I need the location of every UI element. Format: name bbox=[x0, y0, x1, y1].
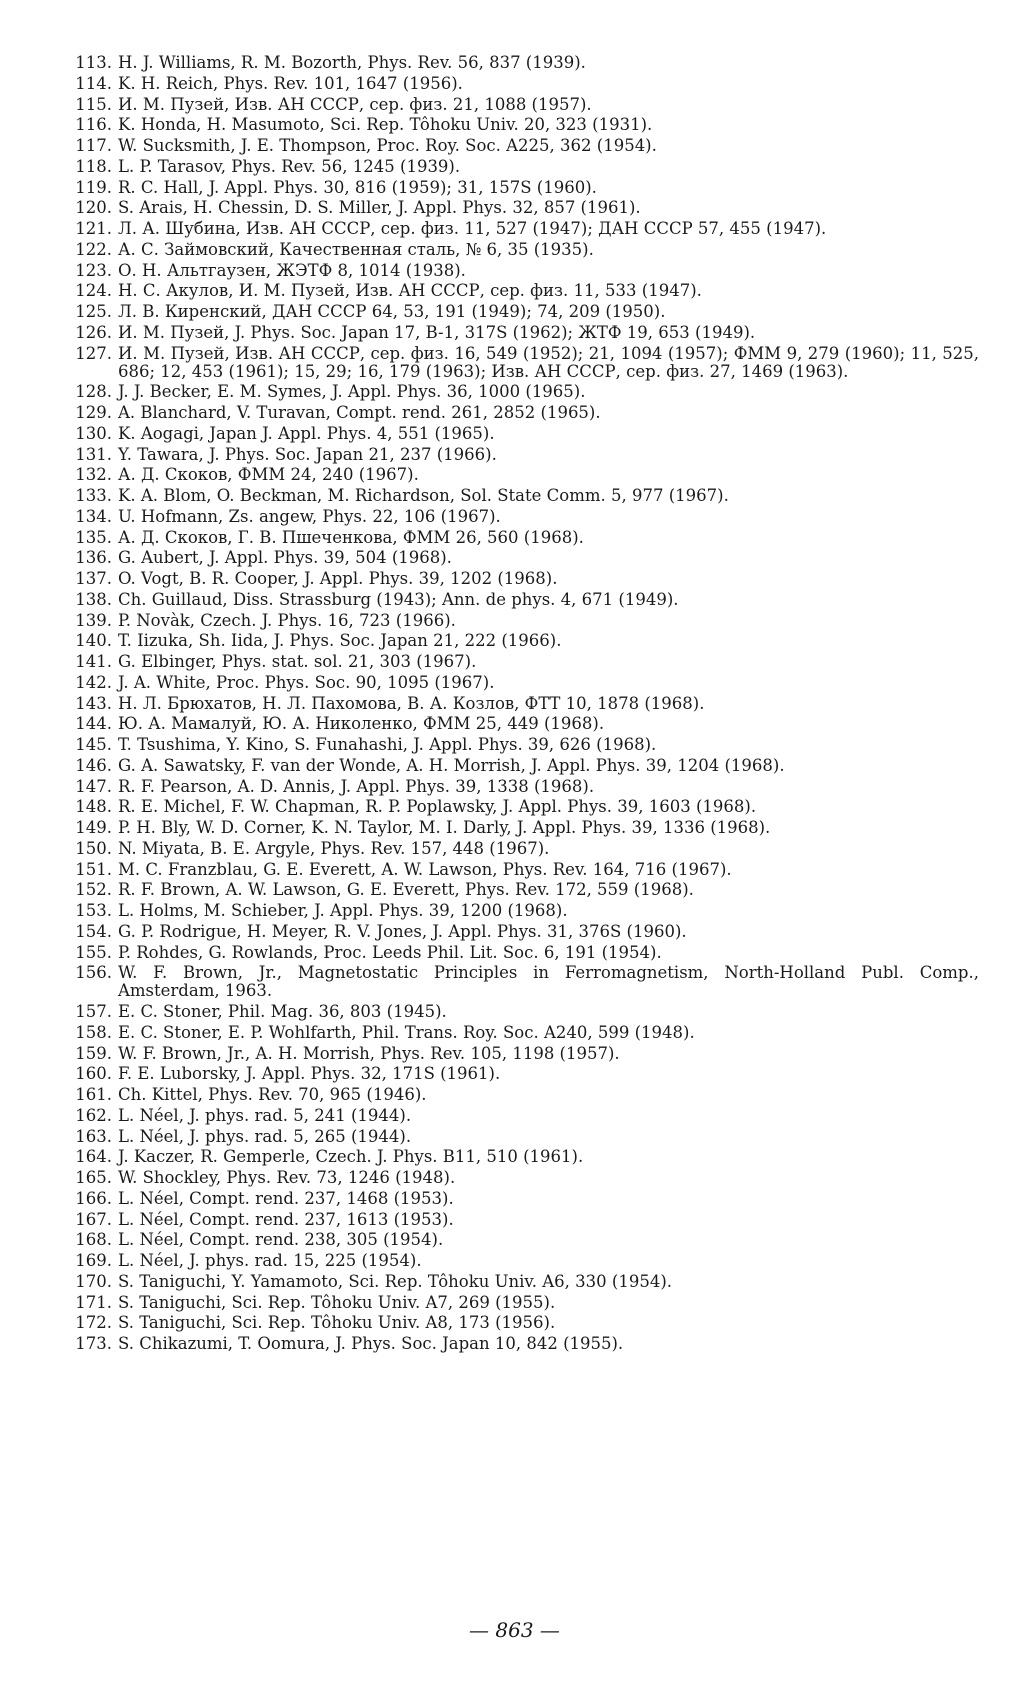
reference-text: S. Chikazumi, T. Oomura, J. Phys. Soc. Japan 10, 842 (1955). bbox=[118, 1334, 624, 1353]
reference-number: 167. bbox=[75, 1209, 112, 1229]
reference-number: 164. bbox=[75, 1147, 112, 1167]
reference-item bbox=[58, 199, 979, 217]
reference-item bbox=[58, 54, 979, 72]
reference-number: 163. bbox=[75, 1126, 112, 1146]
reference-number: 137. bbox=[75, 569, 112, 588]
reference-item bbox=[58, 487, 979, 505]
reference-text: H. J. Williams, R. M. Bozorth, Phys. Rev. 56, 837 (1939). bbox=[118, 53, 586, 72]
reference-item bbox=[58, 819, 979, 837]
reference-number: 141. bbox=[75, 652, 112, 671]
reference-text: И. М. Пузей, J. Phys. Soc. Japan 17, B-1, 317S (1962); ЖТФ 19, 653 (1949). bbox=[118, 322, 756, 342]
reference-text: E. C. Stoner, E. P. Wohlfarth, Phil. Trans. Roy. Soc. A240, 599 (1948). bbox=[118, 1022, 695, 1042]
reference-item bbox=[58, 1314, 979, 1332]
reference-item bbox=[58, 1335, 979, 1353]
reference-text: P. Rohdes, G. Rowlands, Proc. Leeds Phil. Lit. Soc. 6, 191 (1954). bbox=[118, 942, 662, 962]
reference-text: Л. В. Киренский, ДАН СССР 64, 53, 191 (1949); 74, 209 (1950). bbox=[118, 302, 666, 321]
reference-number: 142. bbox=[75, 672, 112, 692]
reference-number: 125. bbox=[75, 302, 112, 321]
reference-text: L. Néel, Compt. rend. 237, 1468 (1953). bbox=[118, 1188, 454, 1208]
reference-text: R. F. Brown, A. W. Lawson, G. E. Everett, Phys. Rev. 172, 559 (1968). bbox=[118, 880, 694, 900]
reference-item bbox=[58, 591, 979, 609]
reference-text: L. Néel, Compt. rend. 237, 1613 (1953). bbox=[118, 1209, 454, 1229]
reference-number: 151. bbox=[75, 859, 112, 879]
reference-number: 148. bbox=[75, 797, 112, 817]
reference-item bbox=[58, 324, 979, 342]
reference-text: P. H. Bly, W. D. Corner, K. N. Taylor, M. I. Darly, J. Appl. Phys. 39, 1336 (1968). bbox=[118, 818, 771, 837]
reference-text: G. P. Rodrigue, H. Meyer, R. V. Jones, J. Appl. Phys. 31, 376S (1960). bbox=[118, 921, 687, 941]
reference-text: Ch. Kittel, Phys. Rev. 70, 965 (1946). bbox=[118, 1085, 427, 1104]
reference-item bbox=[58, 425, 979, 443]
reference-number: 147. bbox=[75, 776, 112, 796]
reference-number: 154. bbox=[75, 921, 112, 941]
reference-text: G. A. Sawatsky, F. van der Wonde, A. H. Morrish, J. Appl. Phys. 39, 1204 (1968). bbox=[118, 755, 785, 775]
reference-number: 143. bbox=[75, 693, 112, 713]
reference-item bbox=[58, 1211, 979, 1229]
reference-number: 152. bbox=[75, 880, 112, 900]
reference-number: 157. bbox=[75, 1002, 112, 1021]
reference-item bbox=[58, 902, 979, 920]
reference-text: L. P. Tarasov, Phys. Rev. 56, 1245 (1939). bbox=[118, 156, 461, 176]
reference-item bbox=[58, 383, 979, 401]
reference-item bbox=[58, 158, 979, 176]
reference-number: 172. bbox=[75, 1313, 112, 1333]
reference-number: 169. bbox=[75, 1251, 112, 1270]
reference-text: Н. С. Акулов, И. М. Пузей, Изв. АН СССР, сер. физ. 11, 533 (1947). bbox=[118, 281, 702, 301]
reference-number: 117. bbox=[75, 136, 112, 155]
reference-item bbox=[58, 861, 979, 879]
reference-item bbox=[58, 1024, 979, 1042]
reference-text: О. Н. Альтгаузен, ЖЭТФ 8, 1014 (1938). bbox=[118, 260, 466, 280]
reference-item bbox=[58, 653, 979, 671]
reference-number: 153. bbox=[75, 901, 112, 920]
reference-number: 166. bbox=[75, 1188, 112, 1208]
reference-number: 128. bbox=[75, 382, 112, 402]
reference-number: 155. bbox=[75, 942, 112, 962]
reference-item bbox=[58, 944, 979, 962]
reference-item bbox=[58, 778, 979, 796]
reference-list bbox=[58, 54, 979, 1353]
reference-item bbox=[58, 840, 979, 858]
reference-number: 138. bbox=[75, 589, 112, 609]
reference-item bbox=[58, 179, 979, 197]
reference-number: 135. bbox=[75, 527, 112, 547]
reference-text: J. J. Becker, E. M. Symes, J. Appl. Phys. 36, 1000 (1965). bbox=[118, 382, 586, 402]
reference-item bbox=[58, 96, 979, 114]
reference-number: 130. bbox=[75, 423, 112, 443]
reference-number: 145. bbox=[75, 735, 112, 754]
reference-text: U. Hofmann, Zs. angew, Phys. 22, 106 (1967). bbox=[118, 506, 501, 526]
reference-item bbox=[58, 1231, 979, 1249]
reference-item bbox=[58, 549, 979, 567]
reference-text: A. Blanchard, V. Turavan, Compt. rend. 261, 2852 (1965). bbox=[118, 403, 601, 422]
reference-item bbox=[58, 241, 979, 259]
page-number: — 863 — bbox=[469, 1618, 560, 1642]
reference-number: 150. bbox=[75, 838, 112, 858]
reference-number: 140. bbox=[75, 631, 112, 651]
reference-text: E. C. Stoner, Phil. Mag. 36, 803 (1945). bbox=[118, 1002, 447, 1021]
reference-text: R. C. Hall, J. Appl. Phys. 30, 816 (1959); 31, 157S (1960). bbox=[118, 177, 597, 197]
reference-item bbox=[58, 757, 979, 775]
reference-number: 129. bbox=[75, 403, 112, 422]
reference-number: 156. bbox=[75, 963, 112, 983]
reference-number: 165. bbox=[75, 1168, 112, 1187]
reference-number: 168. bbox=[75, 1230, 112, 1250]
reference-text: И. М. Пузей, Изв. АН СССР, сер. физ. 21, 1088 (1957). bbox=[118, 94, 592, 114]
reference-text: T. Iizuka, Sh. Iida, J. Phys. Soc. Japan 21, 222 (1966). bbox=[118, 631, 562, 651]
reference-text: G. Aubert, J. Appl. Phys. 39, 504 (1968). bbox=[118, 548, 452, 568]
reference-text: S. Taniguchi, Y. Yamamoto, Sci. Rep. Tôhoku Univ. A6, 330 (1954). bbox=[118, 1271, 673, 1291]
reference-text: L. Néel, J. phys. rad. 15, 225 (1954). bbox=[118, 1251, 422, 1270]
reference-item bbox=[58, 964, 979, 1000]
reference-item bbox=[58, 1273, 979, 1291]
reference-number: 173. bbox=[75, 1334, 112, 1353]
reference-text: А. Д. Скоков, Г. В. Пшеченкова, ФММ 26, 560 (1968). bbox=[118, 527, 584, 547]
reference-item bbox=[58, 116, 979, 134]
reference-number: 162. bbox=[75, 1105, 112, 1125]
reference-item bbox=[58, 1294, 979, 1312]
reference-number: 170. bbox=[75, 1271, 112, 1291]
reference-text: G. Elbinger, Phys. stat. sol. 21, 303 (1967). bbox=[118, 652, 477, 671]
reference-item bbox=[58, 612, 979, 630]
reference-number: 139. bbox=[75, 610, 112, 630]
reference-number: 123. bbox=[75, 260, 112, 280]
reference-number: 122. bbox=[75, 239, 112, 259]
reference-item bbox=[58, 262, 979, 280]
reference-number: 121. bbox=[75, 219, 112, 238]
reference-number: 120. bbox=[75, 198, 112, 218]
reference-item bbox=[58, 1086, 979, 1104]
reference-item bbox=[58, 570, 979, 588]
reference-item bbox=[58, 881, 979, 899]
reference-text: N. Miyata, B. E. Argyle, Phys. Rev. 157, 448 (1967). bbox=[118, 838, 550, 858]
reference-number: 131. bbox=[75, 444, 112, 464]
reference-item bbox=[58, 446, 979, 464]
reference-text: K. A. Blom, O. Beckman, M. Richardson, Sol. State Comm. 5, 977 (1967). bbox=[118, 486, 729, 505]
reference-item bbox=[58, 1107, 979, 1125]
reference-text: L. Néel, J. phys. rad. 5, 265 (1944). bbox=[118, 1126, 412, 1146]
reference-text: Y. Tawara, J. Phys. Soc. Japan 21, 237 (1966). bbox=[118, 444, 497, 464]
reference-text: А. Д. Скоков, ФММ 24, 240 (1967). bbox=[118, 465, 419, 485]
reference-item bbox=[58, 1065, 979, 1083]
reference-number: 149. bbox=[75, 818, 112, 837]
reference-number: 127. bbox=[75, 343, 112, 363]
reference-number: 133. bbox=[75, 486, 112, 505]
reference-item bbox=[58, 632, 979, 650]
reference-text: И. М. Пузей, Изв. АН СССР, сер. физ. 16, 549 (1952); 21, 1094 (1957); ФММ 9, 279 (1960); 11, 525, 686; 12, 453 (1961); 15, 29; 16, 179 (1963); Изв. АН СССР, сер. физ. 27, 1469 (1963). bbox=[118, 343, 979, 381]
reference-text: R. E. Michel, F. W. Chapman, R. P. Poplawsky, J. Appl. Phys. 39, 1603 (1968). bbox=[118, 797, 757, 817]
reference-number: 118. bbox=[75, 156, 112, 176]
reference-item bbox=[58, 1045, 979, 1063]
reference-text: S. Taniguchi, Sci. Rep. Tôhoku Univ. A7, 269 (1955). bbox=[118, 1292, 556, 1312]
reference-item bbox=[58, 137, 979, 155]
reference-number: 146. bbox=[75, 755, 112, 775]
reference-item bbox=[58, 466, 979, 484]
reference-text: F. E. Luborsky, J. Appl. Phys. 32, 171S (1961). bbox=[118, 1064, 501, 1084]
reference-item bbox=[58, 715, 979, 733]
reference-item bbox=[58, 1190, 979, 1208]
reference-item bbox=[58, 508, 979, 526]
reference-item bbox=[58, 303, 979, 321]
reference-item bbox=[58, 695, 979, 713]
reference-item bbox=[58, 923, 979, 941]
reference-number: 116. bbox=[75, 115, 112, 135]
reference-number: 113. bbox=[75, 53, 112, 72]
reference-text: P. Novàk, Czech. J. Phys. 16, 723 (1966). bbox=[118, 610, 456, 630]
reference-text: R. F. Pearson, A. D. Annis, J. Appl. Phys. 39, 1338 (1968). bbox=[118, 776, 595, 796]
reference-text: O. Vogt, B. R. Cooper, J. Appl. Phys. 39, 1202 (1968). bbox=[118, 569, 558, 588]
reference-text: S. Arais, H. Chessin, D. S. Miller, J. Appl. Phys. 32, 857 (1961). bbox=[118, 198, 641, 218]
reference-number: 144. bbox=[75, 714, 112, 734]
reference-number: 124. bbox=[75, 281, 112, 301]
reference-number: 161. bbox=[75, 1085, 112, 1104]
reference-text: Л. А. Шубина, Изв. АН СССР, сер. физ. 11, 527 (1947); ДАН СССР 57, 455 (1947). bbox=[118, 219, 827, 238]
reference-text: K. Aogagi, Japan J. Appl. Phys. 4, 551 (1965). bbox=[118, 423, 495, 443]
reference-text: K. Honda, H. Masumoto, Sci. Rep. Tôhoku Univ. 20, 323 (1931). bbox=[118, 115, 653, 135]
reference-text: M. C. Franzblau, G. E. Everett, A. W. Lawson, Phys. Rev. 164, 716 (1967). bbox=[118, 859, 732, 879]
reference-item bbox=[58, 529, 979, 547]
reference-text: L. Néel, J. phys. rad. 5, 241 (1944). bbox=[118, 1105, 412, 1125]
reference-text: W. F. Brown, Jr., Magnetostatic Principles in Ferromagnetism, North-Holland Publ. Comp., Amsterdam, 1963. bbox=[118, 963, 979, 1001]
reference-item bbox=[58, 1252, 979, 1270]
reference-item bbox=[58, 404, 979, 422]
reference-number: 159. bbox=[75, 1043, 112, 1063]
reference-text: А. С. Займовский, Качественная сталь, № 6, 35 (1935). bbox=[118, 239, 594, 259]
reference-number: 171. bbox=[75, 1292, 112, 1312]
reference-text: S. Taniguchi, Sci. Rep. Tôhoku Univ. A8, 173 (1956). bbox=[118, 1313, 556, 1333]
reference-text: W. Sucksmith, J. E. Thompson, Proc. Roy. Soc. A225, 362 (1954). bbox=[118, 136, 657, 155]
reference-item bbox=[58, 1148, 979, 1166]
reference-text: T. Tsushima, Y. Kino, S. Funahashi, J. Appl. Phys. 39, 626 (1968). bbox=[118, 735, 657, 754]
reference-item bbox=[58, 1169, 979, 1187]
reference-text: Н. Л. Брюхатов, Н. Л. Пахомова, В. А. Козлов, ФТТ 10, 1878 (1968). bbox=[118, 693, 705, 713]
reference-text: W. F. Brown, Jr., A. H. Morrish, Phys. Rev. 105, 1198 (1957). bbox=[118, 1043, 620, 1063]
reference-text: L. Holms, M. Schieber, J. Appl. Phys. 39, 1200 (1968). bbox=[118, 901, 568, 920]
reference-number: 158. bbox=[75, 1022, 112, 1042]
reference-number: 136. bbox=[75, 548, 112, 568]
reference-text: L. Néel, Compt. rend. 238, 305 (1954). bbox=[118, 1230, 444, 1250]
reference-text: Ю. А. Мамалуй, Ю. А. Николенко, ФММ 25, 449 (1968). bbox=[118, 714, 605, 734]
reference-item bbox=[58, 1128, 979, 1146]
reference-item bbox=[58, 736, 979, 754]
reference-item bbox=[58, 345, 979, 381]
reference-number: 126. bbox=[75, 322, 112, 342]
reference-number: 160. bbox=[75, 1064, 112, 1084]
reference-text: Ch. Guillaud, Diss. Strassburg (1943); Ann. de phys. 4, 671 (1949). bbox=[118, 589, 679, 609]
reference-text: W. Shockley, Phys. Rev. 73, 1246 (1948). bbox=[118, 1168, 456, 1187]
reference-item bbox=[58, 75, 979, 93]
reference-text: J. A. White, Proc. Phys. Soc. 90, 1095 (1967). bbox=[118, 672, 495, 692]
reference-text: K. H. Reich, Phys. Rev. 101, 1647 (1956). bbox=[118, 73, 463, 93]
reference-number: 132. bbox=[75, 465, 112, 485]
reference-item bbox=[58, 674, 979, 692]
reference-number: 114. bbox=[75, 73, 112, 93]
reference-item bbox=[58, 220, 979, 238]
reference-item bbox=[58, 282, 979, 300]
reference-item bbox=[58, 798, 979, 816]
reference-number: 115. bbox=[75, 94, 112, 114]
reference-text: J. Kaczer, R. Gemperle, Czech. J. Phys. B11, 510 (1961). bbox=[118, 1147, 584, 1167]
reference-item bbox=[58, 1003, 979, 1021]
reference-number: 134. bbox=[75, 506, 112, 526]
reference-number: 119. bbox=[75, 177, 112, 197]
